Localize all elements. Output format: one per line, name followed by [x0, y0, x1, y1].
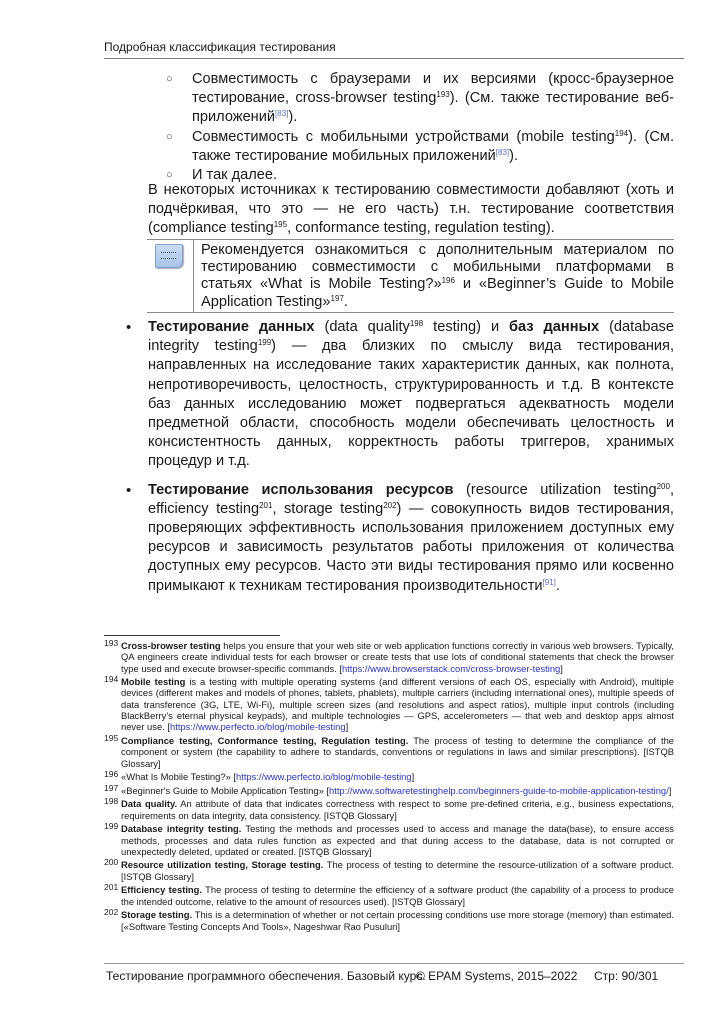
footnote: 193 Cross-browser testing helps you ensure that your web site or web application functions correctly in various web browsers. Typically, QA engineers create individual tests for each browser or create tests that use lots of conditional statements that check the browser type used and execute browser-specific commands. [https://www.browserstack.com/cross-browser-testing] — [104, 638, 674, 674]
footnote: 199 Database integrity testing. Testing the methods and processes used to access and manage the data(base), to ensure access methods, processes and data rules function as expected and that during access to the database, data is not corrupted or unexpectedly deleted, updated or created. [ISTQB Glossary] — [104, 821, 674, 857]
footnote-ref[interactable]: 198 — [409, 319, 424, 328]
footnote: 197 «Beginner's Guide to Mobile Application Testing» [http://www.softwaretestinghelp.com/beginners-guide-to-mobile-application-testing/] — [104, 782, 672, 796]
list-item: ○ Совместимость с браузерами и их версиями (кросс-браузерное тестирование, cross-browser testing$^{193}$). (См. также тестирование веб-приложений[83]). — [166, 71, 674, 126]
footnote-ref[interactable]: 196 — [441, 276, 455, 286]
note-icon — [155, 244, 183, 268]
note-text: Рекомендуется ознакомиться с дополнительным материалом по тестированию совместимости с мобильными платформами в статьях «What is Mobile Testing?»$^{196}$ и «Beginner’s Guide to Mobile Application Testing»$^{197}$. — [201, 242, 674, 310]
list-item-resource-testing: • Тестирование использования ресурсов (resource utilization testing$^{200}$, efficiency testing$^{201}$, storage testing$^{202}$) — совокупность видов тестирования, проверяющих эффективность использования приложением доступных ему ресурсов и зависимость результатов работы приложения от количества доступных ему ресурсов. Часто эти виды тестирования прямо или косвенно примыкают к техникам тестирования производительности[91]. — [126, 481, 675, 594]
circle-bullet-icon: ○ — [166, 130, 173, 143]
footer-copyright: © EPAM Systems, 2015–2022 — [416, 969, 578, 983]
bullet-icon: • — [126, 319, 132, 336]
compliance-paragraph: В некоторых источниках к тестированию совместимости добавляют (хоть и подчёркивая, что это — не его часть) т.н. тестирование соответствия (compliance testing$^{195}$, conformance testing, regulation testing). — [148, 182, 674, 237]
running-header: Подробная классификация тестирования — [104, 40, 336, 54]
footer-course-title: Тестирование программного обеспечения. Базовый курс. — [106, 969, 426, 983]
circle-bullet-icon: ○ — [166, 169, 173, 182]
footnote-link[interactable]: https://www.browserstack.com/cross-browser-testing — [341, 662, 561, 674]
footnote-link[interactable]: http://www.softwaretestinghelp.com/beginners-guide-to-mobile-application-testing/ — [329, 784, 669, 796]
bullet-icon: • — [126, 481, 132, 499]
footnote: 201 Efficiency testing. The process of testing to determine the efficiency of a software product (the capability of a process to produce the intended outcome, relative to the amount of resources used). [ISTQB Glossary] — [104, 882, 674, 907]
footnotes — [104, 640, 674, 934]
cross-reference-link[interactable]: [83] — [275, 109, 289, 119]
footnote-ref[interactable]: 195 — [273, 220, 288, 230]
footnote-ref[interactable]: 199 — [257, 338, 272, 348]
footnote-ref[interactable]: 193 — [436, 90, 450, 100]
footnote-link[interactable]: https://www.perfecto.io/blog/mobile-testing — [236, 771, 412, 783]
cross-reference-link[interactable]: [83] — [495, 147, 510, 157]
footnote: 194 Mobile testing is a testing with multiple operating systems (and different versions of each OS, especially with Android), multiple devices (different makes and models of phones, tablets, phablets), multiple carriers (including international ones), multiple speeds of data transference (3G, LTE, Wi-Fi), multiple screen sizes (and resolutions and aspect ratios), multiple input controls (including BlackBerry’s eternal physical keypads), and multiple technologies — GPS, accelerometers — that web and desktop apps almost never use. [https://www.perfecto.io/blog/mobile-testing] — [104, 674, 674, 733]
footnote-divider — [104, 635, 280, 636]
footnote-ref[interactable]: 197 — [330, 293, 344, 303]
term: баз данных — [509, 319, 600, 335]
header-divider — [104, 58, 684, 59]
term: Тестирование данных — [148, 319, 315, 335]
list-item: ○ И так далее. — [166, 166, 674, 185]
recommendation-note — [147, 239, 674, 313]
footnote-ref[interactable]: 201 — [259, 500, 273, 510]
term: Тестирование использования ресурсов — [148, 481, 454, 498]
list-item-data-testing: • Тестирование данных (data quality$^{198}$ testing) и баз данных (database integrity testing$^{199}$) — два близких по смыслу вида тестирования, направленных на исследование таких характеристик данных, как полнота, непротиворечивость, целостность, структурированность и т.д. В контексте баз данных исследованию может подвергаться адекватность модели предметной области, способность модели обеспечивать целостность и консистентность данных, корректность работы триггеров, хранимых процедур и т.д. — [126, 319, 675, 470]
footnote-ref[interactable]: 200 — [656, 481, 670, 491]
footnote-ref[interactable]: 194 — [614, 128, 629, 138]
cross-reference-link[interactable]: [91] — [542, 577, 556, 587]
circle-bullet-icon: ○ — [166, 73, 173, 85]
footnote: 198 Data quality. An attribute of data that indicates correctness with respect to some pre-defined criteria, e.g., business expectations, requirements on data integrity, data consistency. [ISTQB Glossary] — [104, 796, 674, 821]
testing-types-list — [110, 318, 674, 605]
footer-divider — [104, 963, 684, 964]
footnote: 195 Compliance testing, Conformance testing, Regulation testing. The process of testing to determine the compliance of the component or system (the capability to adhere to standards, conventions or regulations in laws and similar prescriptions). [ISTQB Glossary] — [104, 732, 674, 769]
footnote: 200 Resource utilization testing, Storage testing. The process of testing to determine the resource-utilization of a software product. [ISTQB Glossary] — [104, 857, 674, 882]
footnote: 202 Storage testing. This is a determination of whether or not certain processing conditions use more storage (memory) than estimated. [«Software Testing Concepts And Tools», Nageshwar Rao Pusuluri] — [104, 907, 675, 932]
footnote: 196 «What Is Mobile Testing?» [https://www.perfecto.io/blog/mobile-testing] — [104, 769, 415, 783]
page-number: Стр: 90/301 — [594, 969, 659, 983]
footnote-ref[interactable]: 202 — [383, 500, 397, 510]
list-item: ○ Совместимость с мобильными устройствами (mobile testing$^{194}$). (См. также тестирование мобильных приложений[83]). — [166, 128, 675, 164]
compatibility-sublist — [166, 70, 674, 185]
footnote-link[interactable]: https://www.perfecto.io/blog/mobile-testing — [170, 721, 346, 733]
